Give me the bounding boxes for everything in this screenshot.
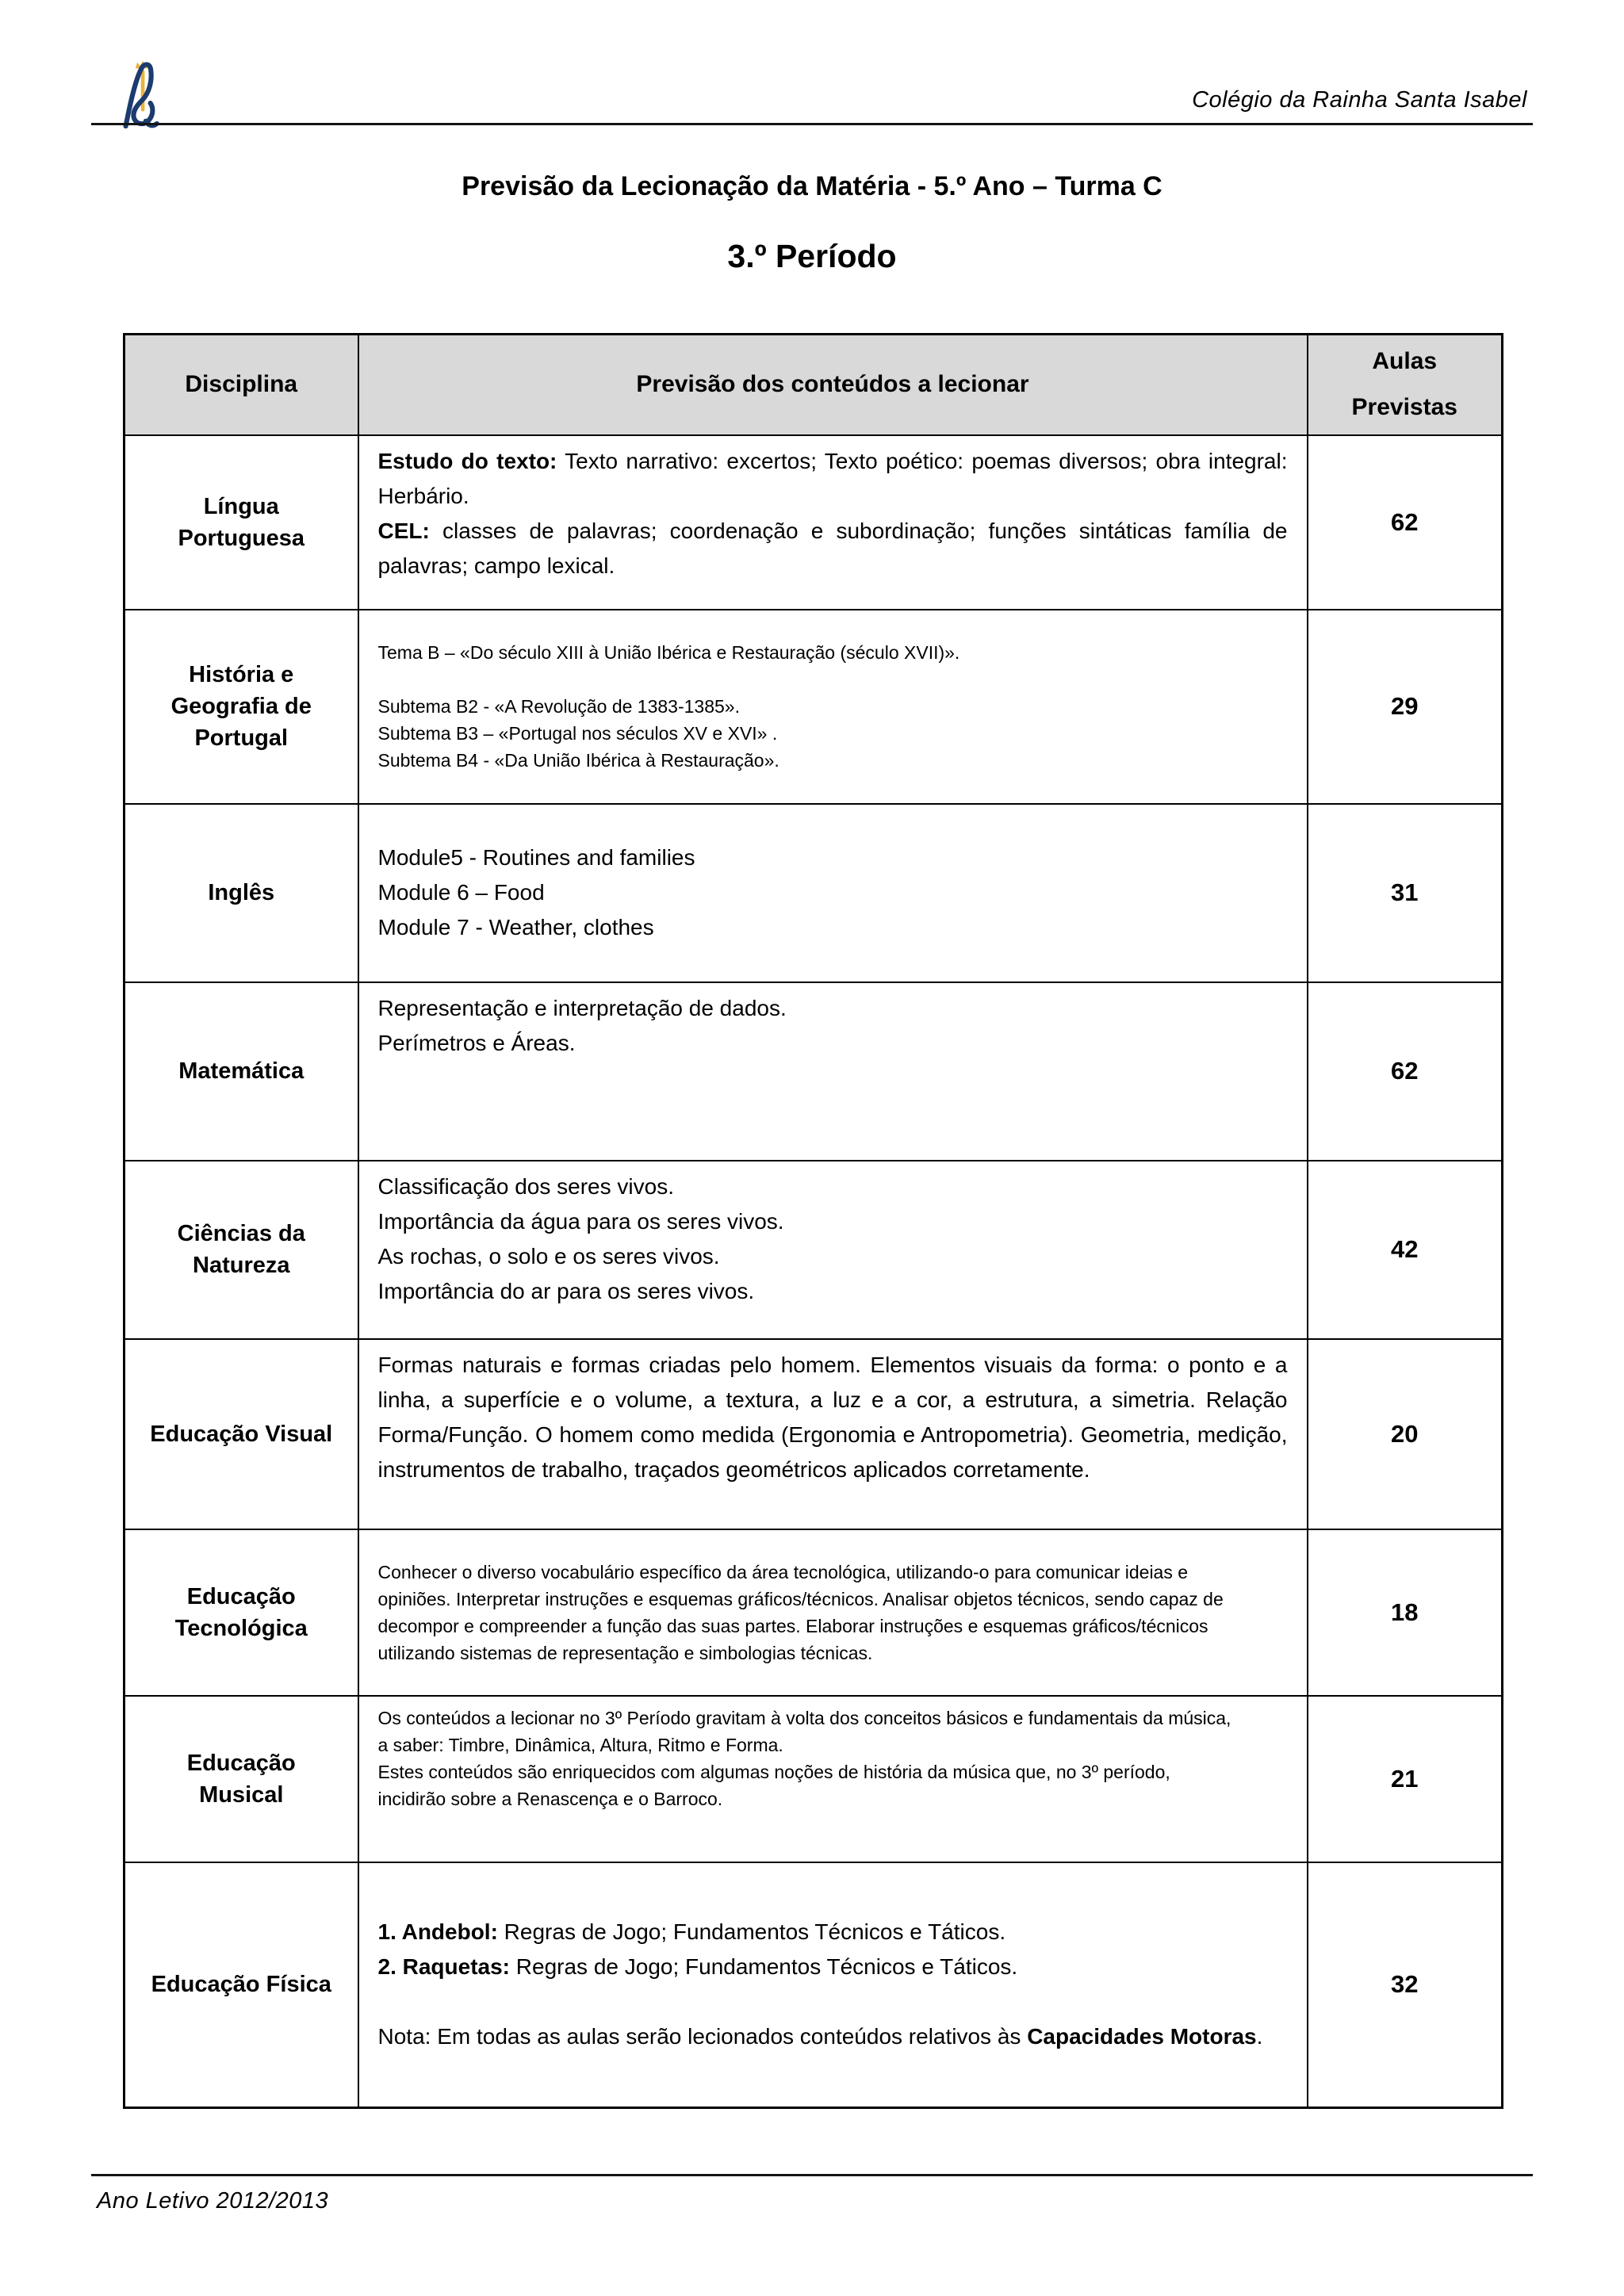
discipline-cell: Ciências da Natureza [124, 1161, 358, 1339]
lessons-cell: 18 [1308, 1529, 1503, 1696]
subjects-table-body [124, 435, 1503, 2108]
discipline-cell: Inglês [124, 804, 358, 982]
discipline-cell: Matemática [124, 982, 358, 1161]
discipline-cell: Educação Física [124, 1862, 358, 2108]
subject-row [124, 982, 1503, 1161]
content-cell [358, 804, 1308, 982]
content-paragraph: Subtema B4 - «Da União Ibérica à Restauração». [377, 750, 779, 771]
discipline-cell: História e Geografia de Portugal [124, 610, 358, 804]
discipline-cell: Educação Musical [124, 1696, 358, 1862]
content-paragraph: Conhecer o diverso vocabulário específico da área tecnológica, utilizando-o para comunicar ideias e opiniões. Interpretar instruções e esquemas gráficos/técnicos. Analisar objetos técnicos, sendo capaz de decompor e compreender a função das suas partes. Elaborar instruções e esquemas gráficos/técnicos utilizando sistemas de representação e simbologias técnicas. [377, 1561, 1224, 1663]
content-paragraph: Representação e interpretação de dados. [377, 995, 787, 1020]
content-cell [358, 982, 1308, 1161]
content-paragraph: Subtema B3 – «Portugal nos séculos XV e XVI» . [377, 723, 778, 744]
subject-row [124, 804, 1503, 982]
content-paragraph: Module 6 – Food [377, 880, 545, 905]
lessons-cell: 29 [1308, 610, 1503, 804]
content-paragraph: Estes conteúdos são enriquecidos com algumas noções de história da música que, no 3º período, incidirão sobre a Renascença e o Barroco. [377, 1761, 1170, 1809]
content-paragraph: CEL: classes de palavras; coordenação e subordinação; funções sintáticas família de palavras; campo lexical. [377, 518, 1288, 578]
content-cell [358, 610, 1308, 804]
header-rule [91, 123, 1533, 125]
school-logo-icon [117, 60, 170, 128]
logo-staff-bar [141, 70, 145, 111]
subject-row [124, 1696, 1503, 1862]
content-paragraph: 2. Raquetas: Regras de Jogo; Fundamentos Técnicos e Táticos. [377, 1954, 1018, 1980]
school-name: Colégio da Rainha Santa Isabel [1192, 87, 1527, 113]
lessons-cell: 62 [1308, 435, 1503, 610]
page-title: Previsão da Lecionação da Matéria - 5.º Ano – Turma C [462, 171, 1162, 201]
column-header-discipline: Disciplina [124, 335, 358, 435]
subject-row [124, 1339, 1503, 1529]
table-header-row [124, 335, 1503, 435]
content-cell [358, 1161, 1308, 1339]
content-paragraph: Importância do ar para os seres vivos. [377, 1278, 755, 1303]
content-paragraph: Importância da água para os seres vivos. [377, 1208, 784, 1234]
subject-row [124, 1862, 1503, 2108]
content-paragraph: Formas naturais e formas criadas pelo homem. Elementos visuais da forma: o ponto e a linha, a superfície e o volume, a textura, a luz e a cor, a estrutura, a simetria. Relação Forma/Função. O homem como medida (Ergonomia e Antropometria). Geometria, medição, instrumentos de trabalho, traçados geométricos aplicados corretamente. [377, 1352, 1288, 1482]
content-paragraph: 1. Andebol: Regras de Jogo; Fundamentos Técnicos e Táticos. [377, 1919, 1006, 1945]
lessons-cell: 42 [1308, 1161, 1503, 1339]
content-paragraph: Os conteúdos a lecionar no 3º Período gravitam à volta dos conceitos básicos e fundamentais da música, a saber: Timbre, Dinâmica, Altura, Ritmo e Forma. [377, 1707, 1231, 1755]
subject-row [124, 610, 1503, 804]
subject-row [124, 435, 1503, 610]
content-paragraph: Tema B – «Do século XIII à União Ibérica e Restauração (século XVII)». [377, 642, 960, 663]
column-header-content: Previsão dos conteúdos a lecionar [358, 335, 1308, 435]
blank-line [378, 666, 1239, 693]
content-paragraph: Module5 - Routines and families [377, 845, 695, 870]
column-header-lessons [1308, 335, 1503, 435]
content-cell [358, 435, 1308, 610]
content-cell [358, 1696, 1308, 1862]
content-cell [358, 1339, 1308, 1529]
content-paragraph: As rochas, o solo e os seres vivos. [377, 1243, 720, 1269]
discipline-cell: Língua Portuguesa [124, 435, 358, 610]
content-paragraph: Module 7 - Weather, clothes [377, 915, 654, 939]
lessons-cell: 31 [1308, 804, 1503, 982]
lessons-cell: 62 [1308, 982, 1503, 1161]
lessons-cell: 32 [1308, 1862, 1503, 2108]
lessons-cell: 21 [1308, 1696, 1503, 1862]
content-paragraph: Classificação dos seres vivos. [377, 1173, 674, 1199]
school-year: Ano Letivo 2012/2013 [97, 2188, 329, 2214]
subjects-table [123, 333, 1503, 2109]
blank-line [378, 1984, 1288, 2019]
column-header-lessons-line1: Aulas [1372, 348, 1438, 375]
footer-rule [91, 2174, 1533, 2176]
content-cell [358, 1529, 1308, 1696]
content-paragraph: Nota: Em todas as aulas serão lecionados conteúdos relativos às Capacidades Motoras. [377, 2024, 1263, 2049]
content-paragraph: Estudo do texto: Texto narrativo: excertos; Texto poético: poemas diversos; obra integral: Herbário. [377, 448, 1288, 508]
page-subtitle: 3.º Período [727, 238, 897, 274]
column-header-lessons-line2: Previstas [1351, 394, 1457, 421]
content-cell [358, 1862, 1308, 2108]
subject-row [124, 1161, 1503, 1339]
content-paragraph: Perímetros e Áreas. [377, 1030, 576, 1055]
content-paragraph: Subtema B2 - «A Revolução de 1383-1385». [377, 696, 740, 717]
discipline-cell: Educação Tecnológica [124, 1529, 358, 1696]
lessons-cell: 20 [1308, 1339, 1503, 1529]
discipline-cell: Educação Visual [124, 1339, 358, 1529]
logo-monogram-stroke [126, 64, 153, 126]
subject-row [124, 1529, 1503, 1696]
